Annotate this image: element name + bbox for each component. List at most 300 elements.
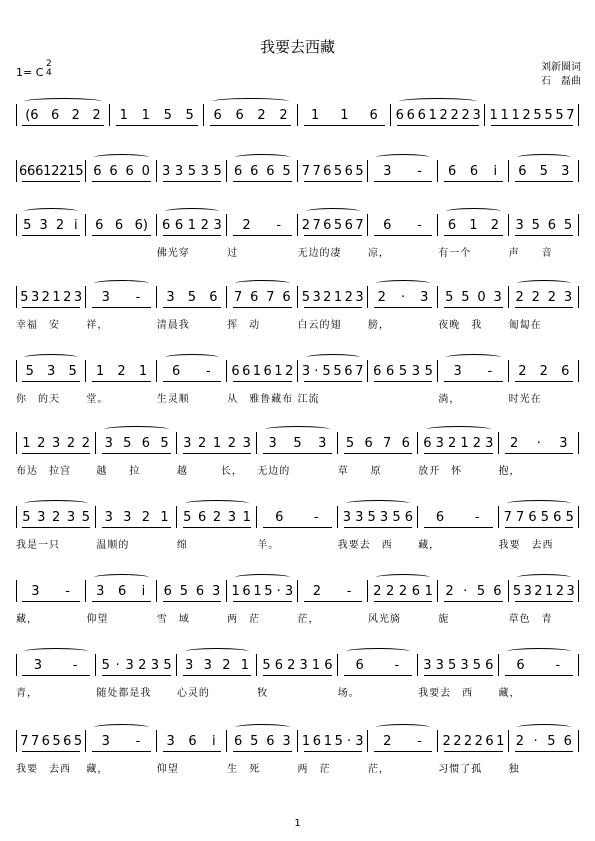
- note: ·: [314, 363, 319, 379]
- note: 6: [323, 217, 332, 233]
- lyrics-row: [16, 536, 579, 550]
- time-signature: [46, 60, 52, 78]
- note: 3: [284, 583, 294, 599]
- note: 6: [485, 657, 494, 673]
- barline: [297, 104, 298, 126]
- barline: [578, 506, 579, 528]
- note: 2: [41, 289, 50, 305]
- note: 2: [453, 733, 462, 749]
- lyric-segment: 我要去 西: [337, 540, 393, 550]
- measure: [89, 286, 153, 308]
- slur: [94, 574, 148, 581]
- measure: [441, 580, 505, 602]
- note: 6: [493, 583, 502, 599]
- note: 2: [55, 217, 65, 233]
- note: 3: [52, 435, 61, 451]
- note: 2: [531, 289, 540, 305]
- note: 5: [73, 733, 83, 749]
- note: 6: [172, 363, 181, 379]
- note: 2: [447, 435, 457, 451]
- lyric-segment: [509, 190, 579, 204]
- note: 5: [472, 657, 482, 673]
- note: 3: [460, 657, 469, 673]
- note: -: [417, 733, 422, 749]
- note: 5: [22, 509, 31, 525]
- note: -: [346, 583, 352, 599]
- notes-row: [16, 730, 579, 752]
- beam-line: [374, 235, 432, 236]
- note: 1: [240, 657, 250, 673]
- note: 5: [68, 363, 77, 379]
- note: 1: [187, 217, 197, 233]
- note: 6: [27, 163, 36, 179]
- slur: [517, 154, 571, 161]
- beam-line: [163, 307, 221, 308]
- lyric-segment: 堂。: [86, 394, 109, 404]
- beam-line: [304, 307, 362, 308]
- note: 0: [477, 289, 486, 305]
- measure: [99, 506, 173, 528]
- note: -: [276, 217, 282, 233]
- lyric-segment: 茫，: [297, 614, 320, 624]
- barline: [337, 506, 338, 528]
- measure: [89, 360, 153, 382]
- note: 6): [134, 217, 148, 233]
- measure: [19, 506, 93, 528]
- measure: [89, 580, 153, 602]
- beam-line: [22, 235, 80, 236]
- note: 3: [125, 657, 134, 673]
- note: ·: [115, 657, 120, 673]
- slur: [165, 208, 219, 215]
- barline: [367, 580, 368, 602]
- lyrics-row: [16, 390, 579, 404]
- note: 6: [250, 289, 259, 305]
- lyric-segment: 心灵的: [176, 688, 210, 698]
- lyric-segment: 独: [508, 764, 520, 774]
- slur: [235, 724, 289, 731]
- note: 6: [162, 217, 171, 233]
- note: 2: [52, 509, 61, 525]
- note: 1: [511, 107, 520, 123]
- barline: [508, 730, 509, 752]
- page-number: 1: [294, 818, 301, 829]
- barline: [95, 432, 96, 454]
- lyrics-row: [16, 684, 579, 698]
- note: 3: [472, 107, 481, 123]
- score-system: [16, 286, 579, 334]
- slur: [24, 648, 88, 655]
- note: 3: [166, 289, 175, 305]
- measure: [19, 160, 83, 182]
- measure: [230, 214, 294, 236]
- lyric-segment: 温顺的: [96, 540, 130, 550]
- beam-line: [515, 181, 573, 182]
- note: 6: [528, 509, 537, 525]
- note: 6: [242, 583, 251, 599]
- note: 2: [117, 363, 126, 379]
- beam-line: [22, 527, 90, 528]
- score-system: [16, 432, 579, 480]
- note: 6: [234, 733, 243, 749]
- note: 5: [23, 217, 32, 233]
- note: -: [417, 163, 422, 179]
- barline: [437, 286, 438, 308]
- notes-row: [16, 286, 579, 308]
- lyric-segment: 无边的: [257, 466, 291, 476]
- note: 3: [30, 289, 40, 305]
- note: 7: [301, 163, 310, 179]
- note: 2: [212, 509, 222, 525]
- barline: [16, 506, 17, 528]
- barline: [16, 286, 17, 308]
- note: 2: [445, 583, 454, 599]
- lyric-segment: 抱，: [498, 466, 521, 476]
- slur: [446, 354, 500, 361]
- barline: [297, 286, 298, 308]
- barline: [226, 360, 227, 382]
- measure: [19, 432, 93, 454]
- note: 3: [166, 733, 175, 749]
- note: 1: [310, 107, 320, 123]
- barline: [578, 580, 579, 602]
- note: 6: [141, 435, 151, 451]
- notes-row: [16, 580, 579, 602]
- barline: [437, 360, 438, 382]
- note: 3: [33, 657, 43, 673]
- note: 6: [174, 217, 184, 233]
- beam-line: [163, 751, 221, 752]
- beam-line: [102, 453, 170, 454]
- note: 3: [213, 217, 222, 233]
- lyric-segment: 声 音: [508, 248, 553, 258]
- note: 6: [447, 217, 457, 233]
- barline: [226, 214, 227, 236]
- note: 5: [544, 107, 553, 123]
- note: 1: [22, 435, 31, 451]
- barline: [85, 214, 86, 236]
- note: 2: [386, 583, 395, 599]
- barline: [256, 432, 257, 454]
- note: 2: [284, 363, 294, 379]
- note: 5: [301, 289, 310, 305]
- measure: [301, 730, 365, 752]
- beam-line: [92, 307, 150, 308]
- barline: [297, 360, 298, 382]
- lyric-segment: 牧: [257, 688, 269, 698]
- note: 6: [242, 363, 251, 379]
- note: 7: [355, 363, 364, 379]
- note: 6: [344, 163, 353, 179]
- note: 2: [377, 289, 386, 305]
- lyric-segment: [110, 134, 204, 148]
- beam-line: [163, 235, 221, 236]
- note: 2: [510, 435, 519, 451]
- measure: [19, 104, 107, 126]
- barline: [156, 160, 157, 182]
- beam-line: [233, 307, 291, 308]
- note: 6: [231, 363, 240, 379]
- note: 5: [25, 363, 34, 379]
- note: 3: [561, 163, 570, 179]
- note: 2: [539, 363, 548, 379]
- beam-line: [515, 751, 573, 752]
- composer-credit: 石 磊曲: [541, 76, 581, 87]
- note: 2: [66, 435, 76, 451]
- lyric-segment: [16, 134, 110, 148]
- barline: [226, 730, 227, 752]
- lyric-segment: 夜晚 我: [438, 320, 483, 330]
- beam-line: [344, 453, 412, 454]
- measure: [19, 730, 83, 752]
- note: 3: [355, 733, 364, 749]
- note: 6: [195, 583, 205, 599]
- lyric-segment: 藏，: [498, 688, 521, 698]
- lyric-segment: 淌，: [438, 394, 461, 404]
- beam-line: [444, 601, 502, 602]
- barline: [95, 654, 96, 676]
- note: 6: [344, 217, 353, 233]
- measure: [421, 432, 495, 454]
- measure: [371, 160, 435, 182]
- lyric-segment: 我要去 西: [418, 688, 474, 698]
- note: 5: [160, 435, 169, 451]
- slur: [306, 208, 360, 215]
- note: 2: [59, 163, 68, 179]
- note: 6: [401, 435, 410, 451]
- note: 6: [518, 163, 527, 179]
- note: -: [65, 583, 70, 599]
- note: 2: [373, 583, 382, 599]
- note: 3: [123, 509, 132, 525]
- barline: [16, 654, 17, 676]
- slur: [24, 500, 88, 507]
- note: 1: [242, 509, 251, 525]
- measure: [394, 104, 482, 126]
- note: 2: [242, 217, 251, 233]
- note: 5: [333, 163, 343, 179]
- beam-line: [374, 601, 432, 602]
- measure: [160, 160, 224, 182]
- note: 7: [355, 217, 364, 233]
- measure: [19, 580, 83, 602]
- note: 2: [287, 657, 296, 673]
- lyric-segment: [204, 134, 298, 148]
- slur: [346, 648, 410, 655]
- note: 6: [373, 363, 382, 379]
- note: 5: [563, 217, 573, 233]
- note: 3: [37, 509, 46, 525]
- measure: [160, 580, 224, 602]
- note: 7: [383, 435, 392, 451]
- note: 2: [222, 657, 231, 673]
- note: 1: [496, 733, 505, 749]
- slur: [185, 500, 249, 507]
- slur: [517, 574, 571, 581]
- measure: [301, 104, 389, 126]
- lyric-segment: 膀，: [367, 320, 390, 330]
- lyrics-row: [16, 760, 579, 774]
- note: 5: [179, 583, 189, 599]
- beam-line: [505, 675, 573, 676]
- barline: [498, 506, 499, 528]
- note: -: [135, 733, 141, 749]
- beam-line: [505, 453, 573, 454]
- note: 3: [101, 289, 110, 305]
- note: 5: [533, 107, 542, 123]
- barline: [578, 214, 579, 236]
- lyric-segment: 我要 去西: [16, 764, 71, 774]
- lyric-segment: [86, 190, 156, 204]
- note: -: [417, 217, 422, 233]
- note: -: [474, 509, 480, 525]
- beam-line: [304, 751, 362, 752]
- note: 3: [383, 163, 392, 179]
- note: 2: [227, 435, 237, 451]
- lyric-segment: [16, 244, 86, 258]
- note: 2: [398, 583, 408, 599]
- lyric-segment: 青，: [16, 688, 38, 698]
- note: 3: [150, 657, 160, 673]
- lyric-segment: 草 原: [337, 466, 382, 476]
- note: 6: [250, 163, 259, 179]
- note: 5: [123, 435, 132, 451]
- beam-line: [515, 235, 573, 236]
- slur: [265, 426, 329, 433]
- lyric-segment: [86, 244, 156, 258]
- note: 1: [500, 107, 509, 123]
- note: -: [72, 657, 78, 673]
- lyric-segment: [485, 134, 579, 148]
- note: 6: [50, 107, 60, 123]
- note: 5: [555, 107, 564, 123]
- note: 1: [323, 733, 332, 749]
- note: 3: [411, 363, 421, 379]
- note: 5: [185, 107, 194, 123]
- measure: [160, 214, 224, 236]
- note: 6: [274, 657, 283, 673]
- lyric-segment: 场。: [337, 688, 360, 698]
- note: 6: [125, 163, 134, 179]
- slur: [165, 354, 219, 361]
- note: 2: [279, 107, 288, 123]
- lyric-segment: 生 死: [227, 764, 261, 774]
- note: 3: [515, 217, 524, 233]
- note: 3: [301, 363, 311, 379]
- note: 2: [92, 107, 101, 123]
- note: 5: [183, 509, 192, 525]
- beam-line: [263, 453, 331, 454]
- note: 3: [563, 289, 573, 305]
- note: 6: [235, 107, 244, 123]
- barline: [417, 506, 418, 528]
- lyrics-row: [16, 610, 579, 624]
- note: 5: [539, 163, 548, 179]
- beam-line: [102, 527, 170, 528]
- note: 3: [73, 289, 83, 305]
- note: 6: [324, 657, 333, 673]
- note: 6: [163, 583, 172, 599]
- score-system: [16, 580, 579, 628]
- barline: [156, 580, 157, 602]
- note: 6: [406, 107, 415, 123]
- measure: [113, 104, 201, 126]
- note: 3: [104, 509, 113, 525]
- barline: [390, 104, 391, 126]
- note: 1: [460, 435, 469, 451]
- measure: [19, 360, 83, 382]
- note: 5: [540, 509, 550, 525]
- note: 3: [566, 583, 575, 599]
- note: 6: [404, 509, 413, 525]
- measure: [512, 214, 576, 236]
- note: 6: [553, 509, 562, 525]
- note: 1: [231, 583, 240, 599]
- note: ·: [463, 583, 468, 599]
- notes-row: [16, 432, 579, 454]
- beam-line: [183, 675, 251, 676]
- note: 1: [424, 583, 433, 599]
- slur: [426, 426, 490, 433]
- barline: [256, 654, 257, 676]
- slur: [235, 574, 289, 581]
- barline: [176, 506, 177, 528]
- beam-line: [233, 381, 291, 382]
- measure: [421, 654, 495, 676]
- score-system: [16, 654, 579, 702]
- barline: [367, 360, 368, 382]
- lyric-segment: [438, 190, 508, 204]
- note: 1: [95, 363, 105, 379]
- measure: [19, 214, 83, 236]
- note: 6: [95, 217, 104, 233]
- lyric-segment: 羊。: [257, 540, 280, 550]
- barline: [367, 214, 368, 236]
- note: 2: [555, 583, 564, 599]
- note: 6: [547, 217, 556, 233]
- barline: [297, 160, 298, 182]
- note: 1: [545, 583, 554, 599]
- note: 2: [344, 289, 353, 305]
- measure: [341, 506, 415, 528]
- measure: [502, 506, 576, 528]
- barline: [578, 432, 579, 454]
- barline: [85, 580, 86, 602]
- measure: [371, 214, 435, 236]
- barline: [297, 730, 298, 752]
- note: 5: [355, 163, 364, 179]
- lyric-segment: 风光旖: [367, 614, 401, 624]
- barline: [156, 286, 157, 308]
- note: 6: [188, 733, 197, 749]
- note: (6: [25, 107, 39, 123]
- lyric-segment: 清晨我: [156, 320, 190, 330]
- note: 5: [187, 163, 197, 179]
- note: 5: [293, 435, 302, 451]
- measure: [230, 580, 294, 602]
- score-system: [16, 104, 579, 152]
- meter-top: 2: [46, 59, 52, 69]
- note: ·: [400, 289, 406, 305]
- measure: [371, 360, 435, 382]
- note: 5: [547, 733, 556, 749]
- beam-line: [233, 181, 291, 182]
- note: 6: [383, 217, 392, 233]
- beam-line: [102, 675, 170, 676]
- barline: [508, 580, 509, 602]
- barline: [156, 360, 157, 382]
- lyric-segment: 放开 怀: [418, 466, 463, 476]
